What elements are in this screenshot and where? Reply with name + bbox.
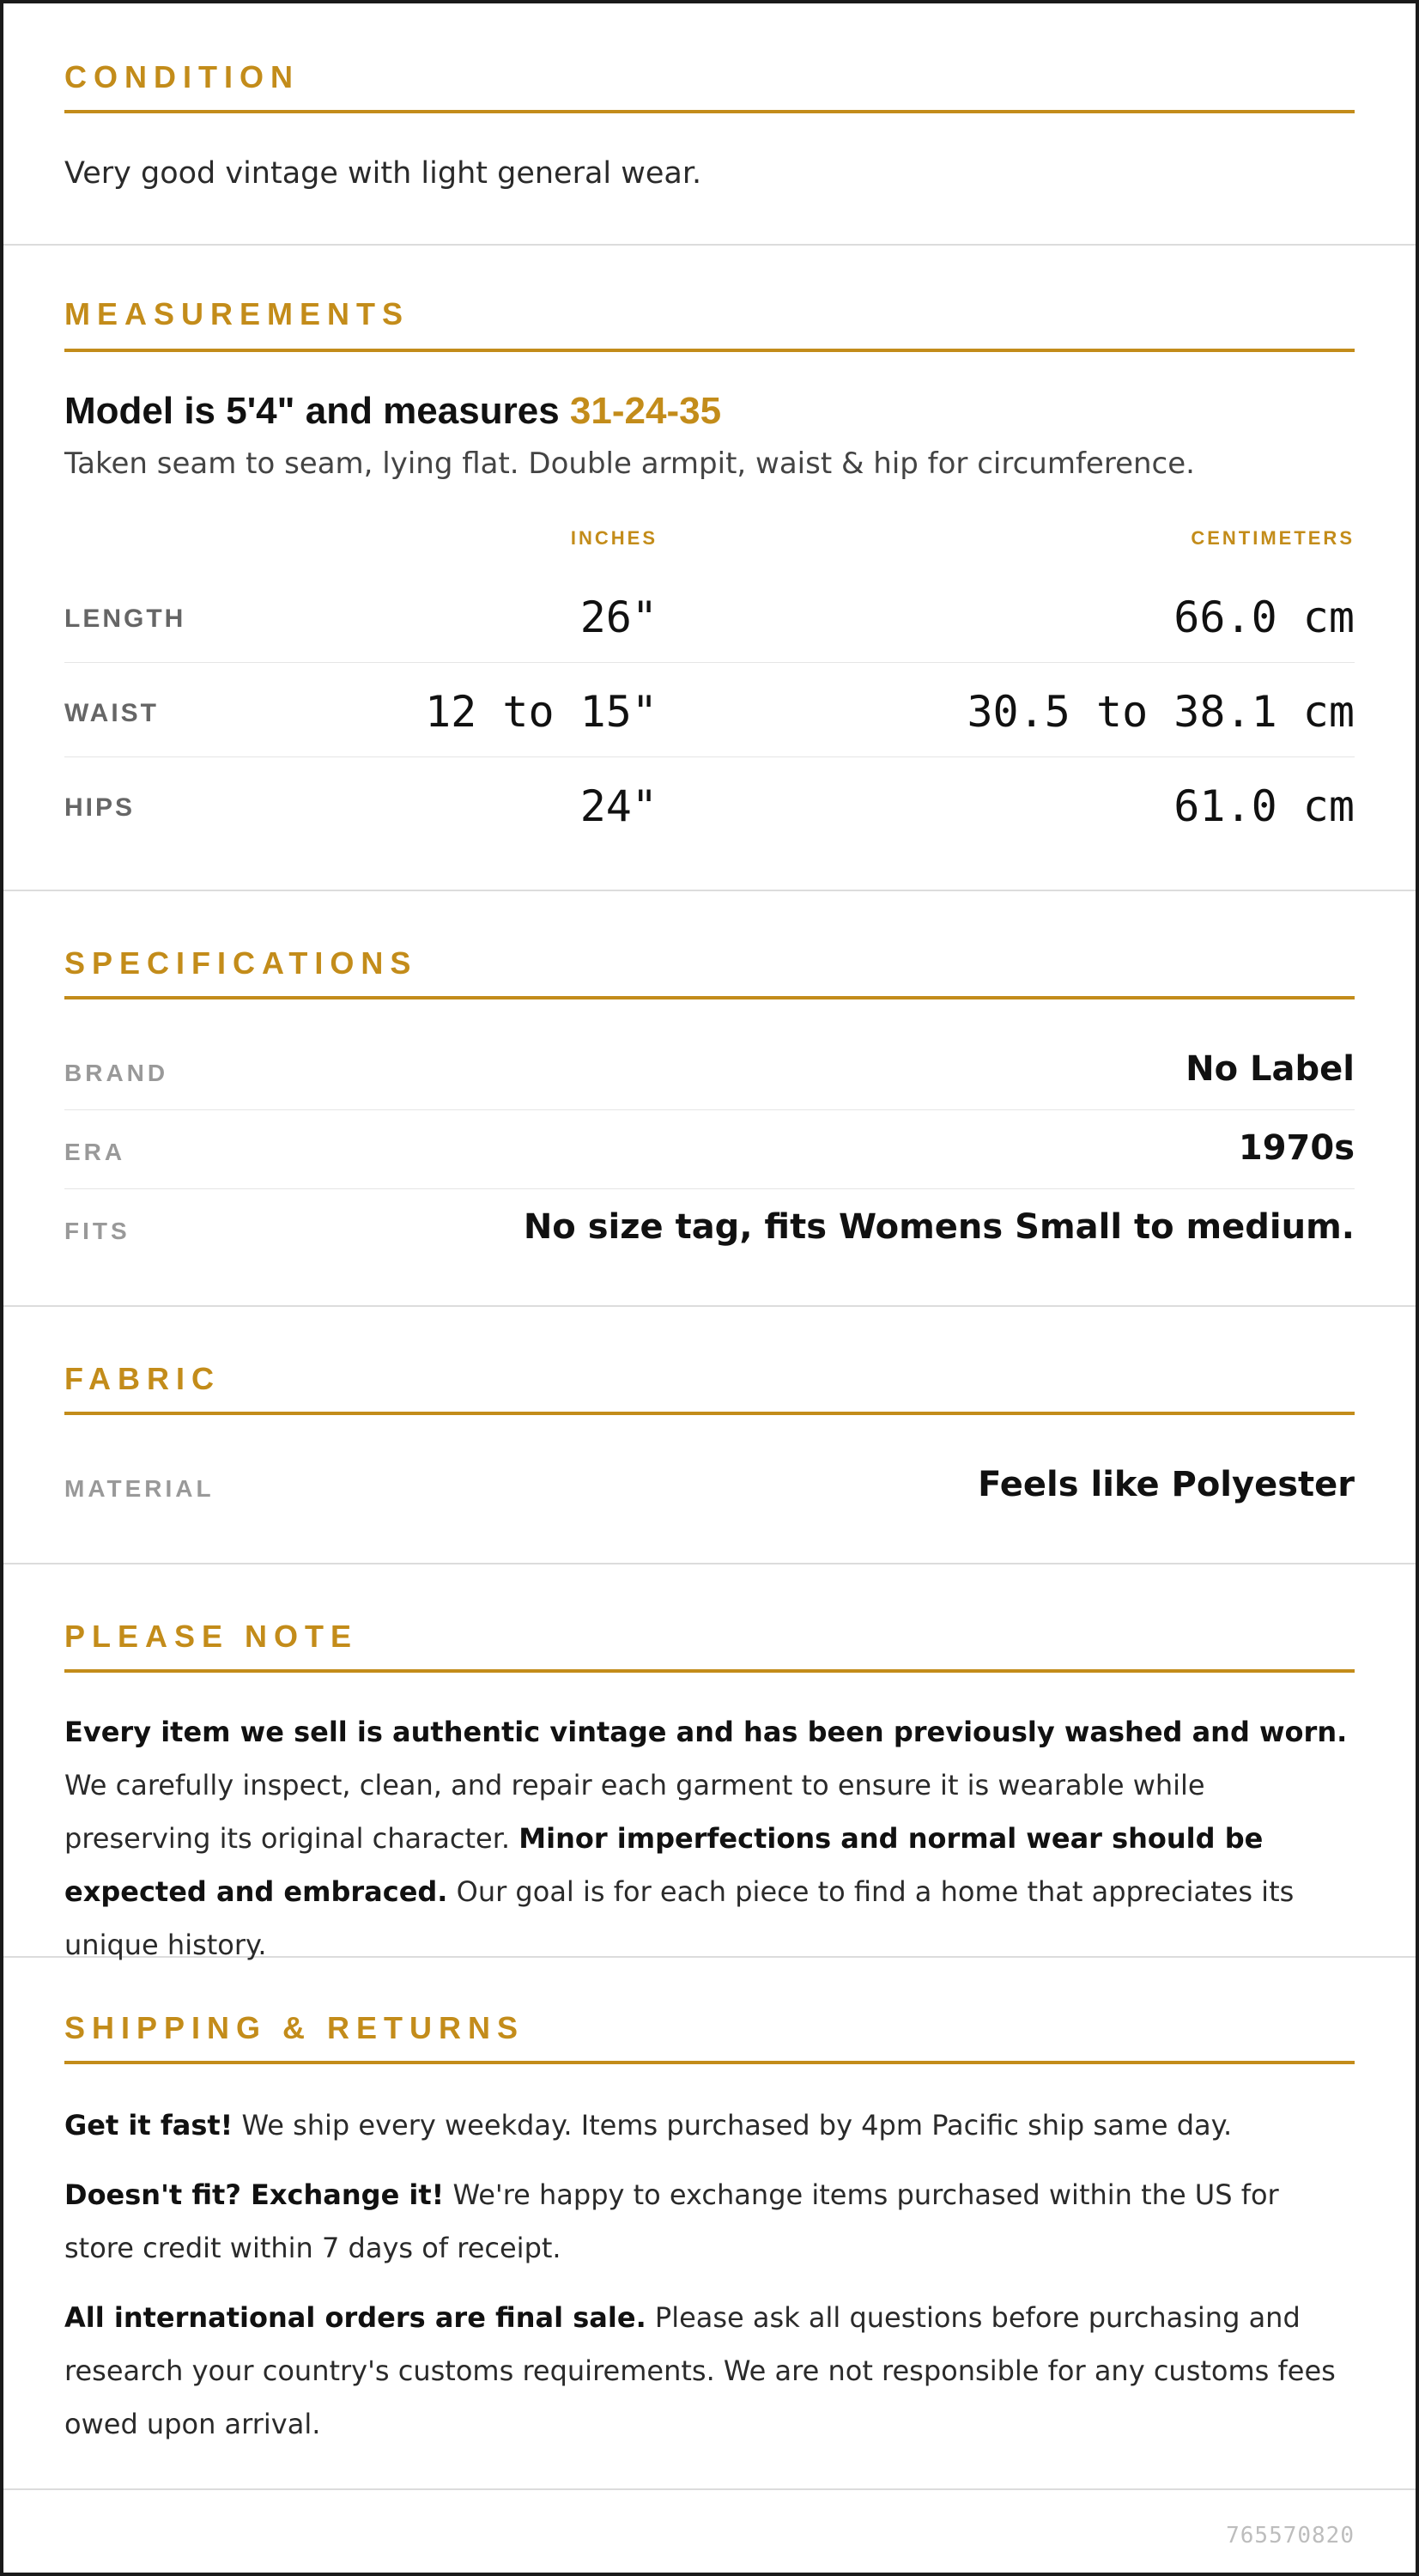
row-divider bbox=[64, 1188, 1355, 1189]
condition-section bbox=[3, 3, 1416, 246]
spec-label-era: ERA bbox=[64, 1139, 126, 1165]
fabric-section bbox=[3, 1307, 1416, 1564]
measure-label-waist: WAIST bbox=[64, 699, 159, 727]
measure-cm-length: 66.0 cm bbox=[1173, 592, 1355, 642]
condition-rule bbox=[64, 110, 1355, 113]
footer bbox=[64, 2511, 1355, 2562]
model-measurements bbox=[64, 390, 721, 433]
specifications-section bbox=[3, 891, 1416, 1307]
measure-inches-length: 26" bbox=[579, 592, 658, 642]
measure-label-length: LENGTH bbox=[64, 605, 186, 633]
measure-cm-waist: 30.5 to 38.1 cm bbox=[967, 687, 1355, 737]
shipping-rule bbox=[64, 2061, 1355, 2064]
spec-value-material: Feels like Polyester bbox=[978, 1465, 1355, 1504]
shipping-bold-2: Doesn't fit? Exchange it! bbox=[64, 2178, 445, 2211]
specifications-rule bbox=[64, 996, 1355, 999]
note-heading: PLEASE NOTE bbox=[64, 1619, 359, 1654]
measurements-subtitle: Taken seam to seam, lying flat. Double armpit, waist & hip for circumference. bbox=[64, 447, 1195, 481]
note-paragraph bbox=[64, 1705, 1355, 1971]
model-prefix: Model is 5'4" and measures bbox=[64, 390, 560, 432]
spec-label-brand: BRAND bbox=[64, 1060, 169, 1086]
spec-value-fits: No size tag, fits Womens Small to medium. bbox=[523, 1207, 1355, 1247]
row-divider bbox=[64, 662, 1355, 663]
note-rule bbox=[64, 1669, 1355, 1673]
spec-value-era: 1970s bbox=[1238, 1128, 1355, 1168]
shipping-bold-1: Get it fast! bbox=[64, 2109, 233, 2142]
shipping-bold-3: All international orders are final sale. bbox=[64, 2301, 646, 2334]
measurements-heading: MEASUREMENTS bbox=[64, 296, 410, 331]
shipping-heading: SHIPPING & RETURNS bbox=[64, 2010, 525, 2045]
condition-text: Very good vintage with light general wear. bbox=[64, 156, 702, 191]
model-measures: 31-24-35 bbox=[569, 390, 722, 432]
spec-label-material: MATERIAL bbox=[64, 1475, 215, 1502]
measurements-section bbox=[3, 246, 1416, 891]
shipping-paragraph-1 bbox=[64, 2099, 1355, 2152]
col-cm-header: CENTIMETERS bbox=[1191, 527, 1355, 549]
fabric-heading: FABRIC bbox=[64, 1361, 221, 1396]
shipping-paragraph-2 bbox=[64, 2168, 1355, 2275]
note-bold-1: Every item we sell is authentic vintage and has been previously washed and worn. bbox=[64, 1716, 1348, 1748]
measure-inches-hips: 24" bbox=[579, 781, 658, 831]
row-divider bbox=[64, 756, 1355, 757]
note-section bbox=[3, 1564, 1416, 1961]
spec-label-fits: FITS bbox=[64, 1218, 130, 1244]
shipping-paragraph-3 bbox=[64, 2291, 1355, 2451]
shipping-section bbox=[3, 1958, 1416, 2490]
note-text-1: We carefully inspect, clean, and repair each garment to ensure it is wearable while preserving its original character. bbox=[64, 1769, 1205, 1855]
measure-inches-waist: 12 to 15" bbox=[425, 687, 658, 737]
shipping-text-2: We're happy to exchange items purchased within the US for store credit within 7 days of receipt. bbox=[64, 2178, 1279, 2264]
col-inches-header: INCHES bbox=[570, 527, 658, 549]
row-divider bbox=[64, 1109, 1355, 1110]
shipping-text-1: We ship every weekday. Items purchased by 4pm Pacific ship same day. bbox=[233, 2109, 1233, 2142]
measurements-rule bbox=[64, 349, 1355, 352]
specifications-heading: SPECIFICATIONS bbox=[64, 945, 418, 981]
condition-heading: CONDITION bbox=[64, 59, 300, 94]
measure-cm-hips: 61.0 cm bbox=[1173, 781, 1355, 831]
shipping-text-3: Please ask all questions before purchasing and research your country's customs requirements. We are not responsible for any customs fees owed upon arrival. bbox=[64, 2301, 1336, 2440]
note-text-2: Our goal is for each piece to find a home that appreciates its unique history. bbox=[64, 1875, 1295, 1961]
note-bold-2: Minor imperfections and normal wear should be expected and embraced. bbox=[64, 1822, 1264, 1908]
measure-label-hips: HIPS bbox=[64, 793, 136, 822]
fabric-rule bbox=[64, 1412, 1355, 1415]
spec-value-brand: No Label bbox=[1186, 1049, 1355, 1089]
item-id: 765570820 bbox=[1226, 2523, 1355, 2549]
